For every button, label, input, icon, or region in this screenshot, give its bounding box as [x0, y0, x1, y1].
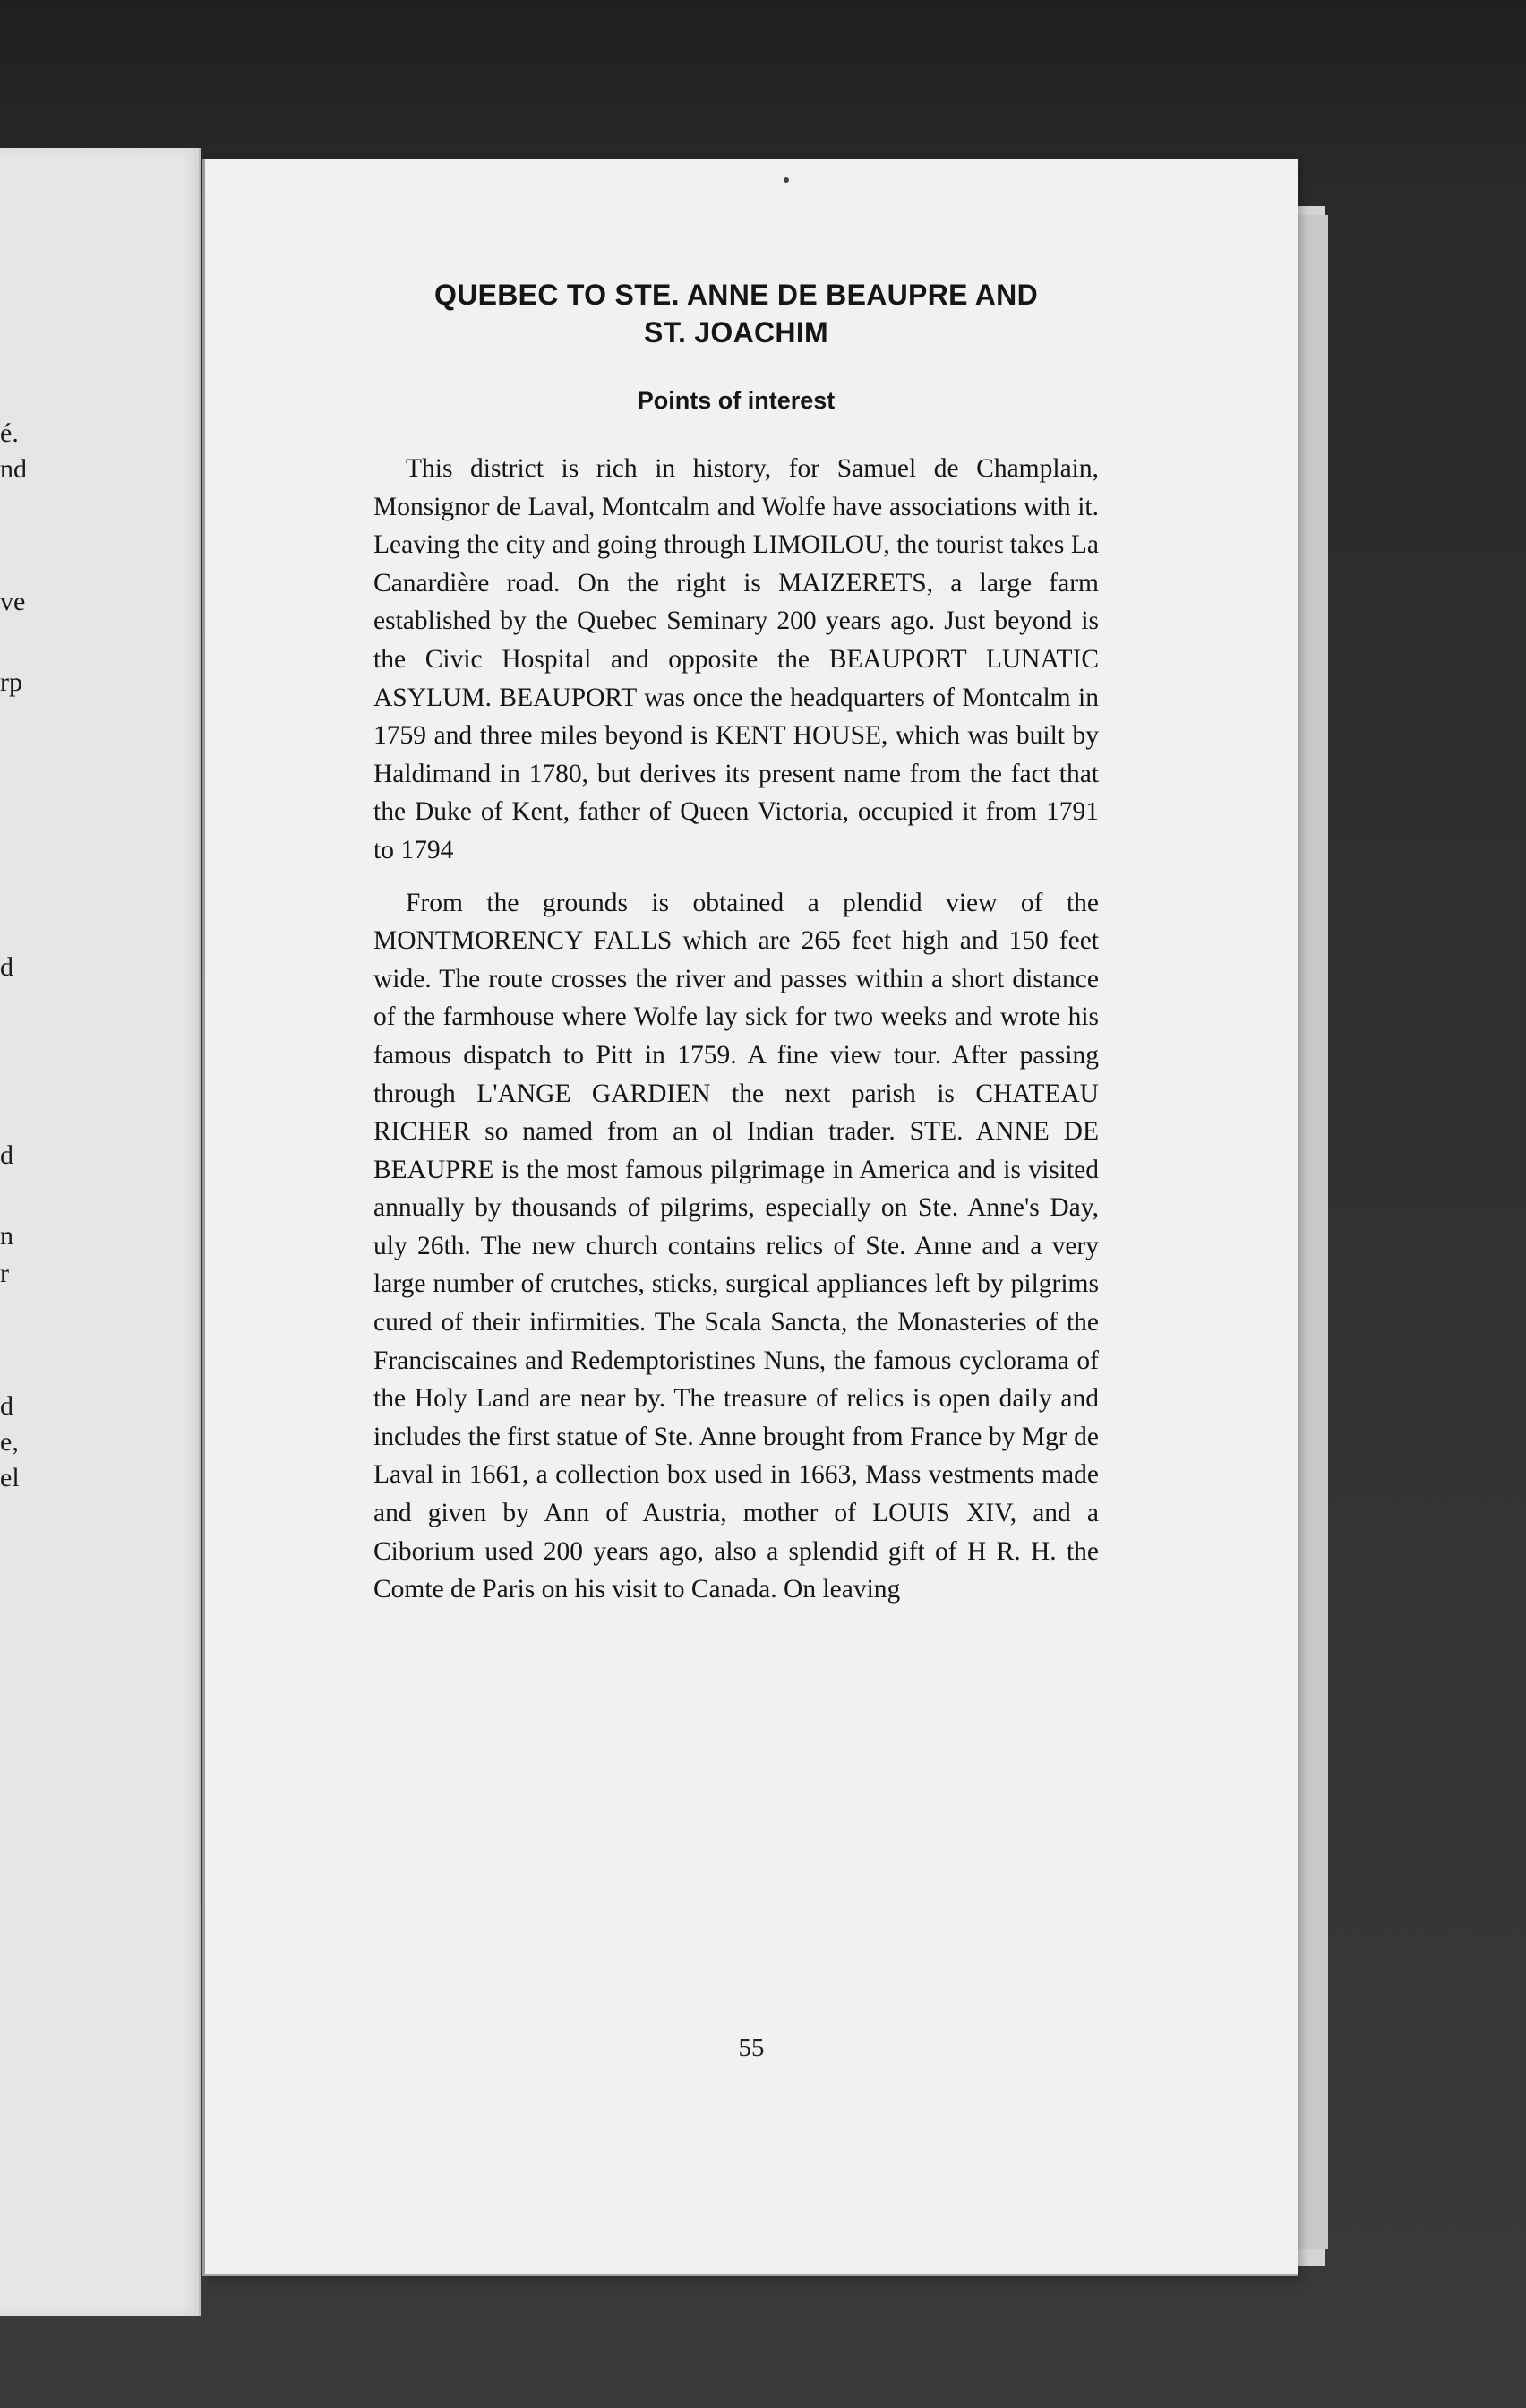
left-page-fragment: e,	[0, 1427, 19, 1457]
left-page-fragment: rp	[0, 667, 22, 697]
page-number: 55	[738, 2034, 765, 2062]
main-page	[202, 159, 1298, 2276]
article-title	[373, 276, 1099, 351]
left-page-fragment: é.	[0, 418, 19, 448]
article-title-line: QUEBEC TO STE. ANNE DE BEAUPRE AND	[434, 279, 1038, 311]
speck	[784, 177, 789, 183]
left-page-fragment: d	[0, 1140, 13, 1170]
left-page-fragment: d	[0, 1391, 13, 1421]
article-title-line: ST. JOACHIM	[644, 316, 828, 348]
left-page-fragment: r	[0, 1259, 9, 1288]
left-page-fragment: ve	[0, 587, 26, 616]
left-page-fragment: el	[0, 1463, 20, 1492]
article-paragraph: This district is rich in history, for Samuel de Champlain, Monsignor de Laval, Montcalm and Wolfe have associations with it. Leaving the city and going through LIMOILOU, the tourist takes La Canardière road. On the right is MAIZERETS, a large farm established by the Quebec Seminary 200 years ago. Just beyond is the Civic Hospital and opposite the BEAUPORT LUNATIC ASYLUM. BEAUPORT was once the headquarters of Montcalm in 1759 and three miles beyond is KENT HOUSE, which was built by Haldimand in 1780, but derives its present name from the fact that the Duke of Kent, father of Queen Victoria, occupied it from 1791 to 1794	[373, 454, 1099, 864]
article-subtitle: Points of interest	[637, 387, 836, 414]
article-paragraph: From the grounds is obtained a plendid view of the MONTMORENCY FALLS which are 265 feet high and 150 feet wide. The route crosses the river and passes within a short distance of the farmhouse where Wolfe lay sick for two weeks and wrote his famous dispatch to Pitt in 1759. A fine view tour. After passing through L'ANGE GARDIEN the next parish is CHATEAU RICHER so named from an ol Indian trader. STE. ANNE DE BEAUPRE is the most famous pilgrimage in America and is visited annually by thousands of pilgrims, especially on Ste. Anne's Day, uly 26th. The new church contains relics of Ste. Anne and a very large number of crutches, sticks, surgical appliances left by pilgrims cured of their infirmities. The Scala Sancta, the Monasteries of the Franciscaines and Redemptoristines Nuns, the famous cyclorama of the Holy Land are near by. The treasure of relics is open daily and includes the first statue of Ste. Anne brought from France by Mgr de Laval in 1661, a collection box used in 1663, Mass vestments made and given by Ann of Austria, mother of LOUIS XIV, and a Ciborium used 200 years ago, also a splendid gift of H R. H. the Comte de Paris on his visit to Canada. On leaving	[373, 888, 1099, 1604]
article	[373, 276, 1099, 1623]
left-page-fragment: d	[0, 952, 13, 982]
left-page-fragment: n	[0, 1221, 13, 1251]
left-page-fragment: nd	[0, 454, 27, 484]
left-facing-page	[0, 148, 201, 2316]
